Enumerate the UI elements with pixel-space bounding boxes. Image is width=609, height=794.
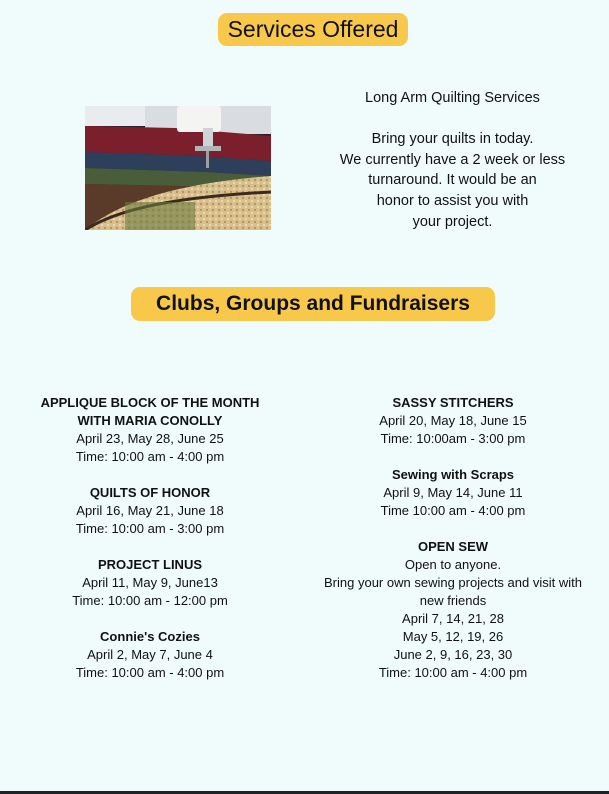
event-title: Connie's Cozies xyxy=(100,629,200,644)
event-time: Time: 10:00 am - 3:00 pm xyxy=(75,521,225,536)
services-offered-heading: Services Offered xyxy=(218,13,408,46)
event-time: Time: 10:00 am - 4:00 pm xyxy=(75,665,225,680)
event-line: April 7, 14, 21, 28 xyxy=(402,611,504,626)
event-sewing-with-scraps xyxy=(312,466,594,520)
event-dates: April 16, May 21, June 18 xyxy=(76,503,224,518)
quilting-machine-photo xyxy=(85,106,271,230)
event-title: SASSY STITCHERS xyxy=(392,395,514,410)
event-title: Sewing with Scraps xyxy=(391,467,515,482)
event-line: June 2, 9, 16, 23, 30 xyxy=(393,647,513,662)
event-connies-cozies xyxy=(35,628,265,682)
service-heading: Long Arm Quilting Services xyxy=(365,90,540,106)
event-title: QUILTS OF HONOR xyxy=(89,485,211,500)
event-time: Time: 10:00 am - 4:00 pm xyxy=(378,665,528,680)
event-open-sew xyxy=(312,538,594,682)
event-title: APPLIQUE BLOCK OF THE MONTH xyxy=(40,395,260,410)
event-applique-block xyxy=(35,394,265,466)
event-dates: April 11, May 9, June13 xyxy=(82,575,218,590)
event-line: Bring your own sewing projects and visit with xyxy=(324,575,582,590)
event-sassy-stitchers xyxy=(312,394,594,448)
service-line: turnaround. It would be an xyxy=(368,172,537,189)
event-quilts-of-honor xyxy=(35,484,265,538)
event-line: May 5, 12, 19, 26 xyxy=(402,629,504,644)
clubs-groups-heading: Clubs, Groups and Fundraisers xyxy=(131,287,495,321)
event-dates: April 9, May 14, June 11 xyxy=(383,485,523,500)
event-title: PROJECT LINUS xyxy=(97,557,202,572)
event-time: Time 10:00 am - 4:00 pm xyxy=(380,503,526,518)
event-time: Time: 10:00am - 3:00 pm xyxy=(380,431,526,446)
event-dates: April 2, May 7, June 4 xyxy=(87,647,213,662)
event-time: Time: 10:00 am - 4:00 pm xyxy=(75,449,225,464)
events-right-column xyxy=(312,394,594,700)
service-line: honor to assist you with xyxy=(376,193,529,210)
event-dates: April 20, May 18, June 15 xyxy=(379,413,527,428)
service-line: Bring your quilts in today. xyxy=(371,130,534,147)
service-line: We currently have a 2 week or less xyxy=(339,151,566,168)
event-project-linus xyxy=(35,556,265,610)
event-line: Open to anyone. xyxy=(404,557,502,572)
event-line: new friends xyxy=(419,593,487,608)
event-dates: April 23, May 28, June 25 xyxy=(76,431,224,446)
event-title: OPEN SEW xyxy=(417,539,489,554)
event-time: Time: 10:00 am - 12:00 pm xyxy=(72,593,228,608)
event-title-line2: WITH MARIA CONOLLY xyxy=(77,413,223,428)
events-left-column xyxy=(35,394,265,700)
service-line: your project. xyxy=(412,213,493,230)
long-arm-service-description xyxy=(325,88,580,233)
